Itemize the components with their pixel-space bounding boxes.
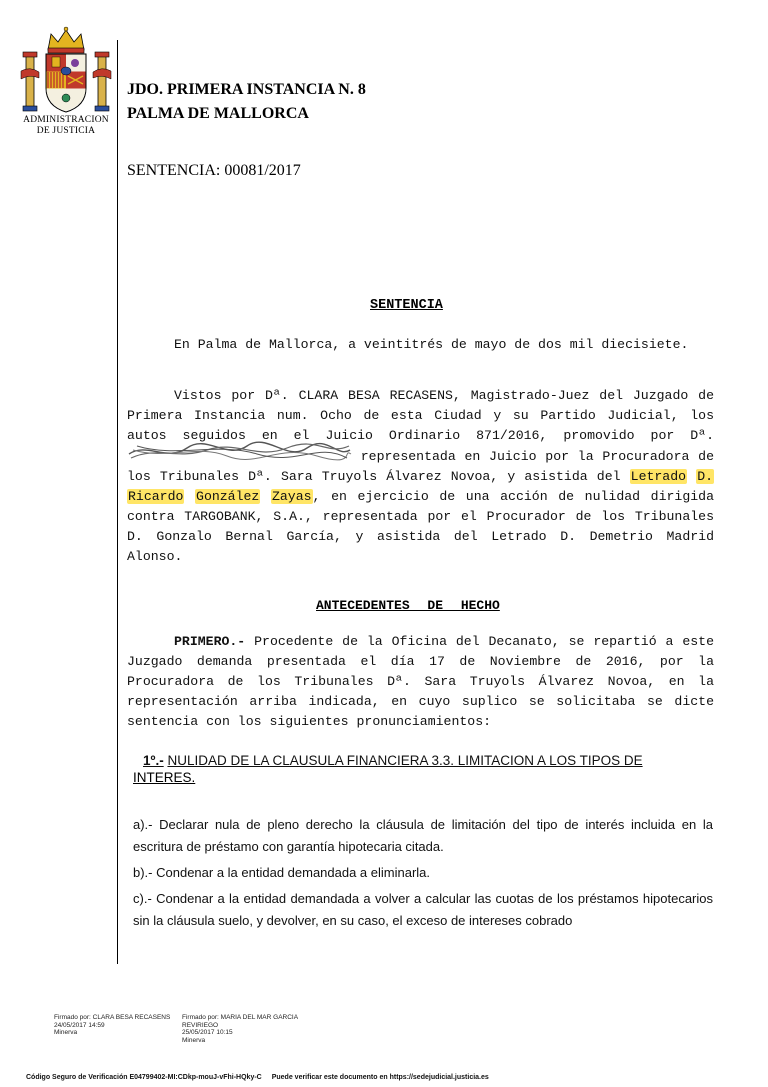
item-c: c).- Condenar a la entidad demandada a volver a calcular las cuotas de los préstamos hipotecarios sin la cláusula suelo, y devolver, en su caso, el exceso de intereses cobrado — [133, 891, 713, 928]
highlighted-ricardo: Ricardo — [128, 489, 184, 504]
signature-block-1 — [54, 1014, 170, 1037]
crest-caption-line1: ADMINISTRACION — [23, 115, 109, 125]
vistos-text-2: representada en Juicio por la Procuradora de los Tribunales Dª. Sara Truyols Álvarez Novoa, y asistida del — [127, 449, 714, 484]
vistos-text-3: , en ejercicio de una acción de nulidad dirigida contra TARGOBANK, S.A., representada por el Procurador de los Tribunales D. Gonzalo Bernal García, y asistida del Letrado D. Demetrio Madrid Alonso. — [127, 489, 714, 564]
numbered-item-1 — [143, 752, 703, 770]
sentencia-number: SENTENCIA: 00081/2017 — [127, 162, 301, 179]
numbered-item-text-line2: INTERES. — [133, 770, 196, 785]
item-a: a).- Declarar nula de pleno derecho la cláusula de limitación del tipo de interés incluida en la escritura de préstamo con garantía hipotecaria citada. — [133, 817, 713, 854]
vistos-paragraph — [127, 386, 714, 567]
item-b: b).- Condenar a la entidad demandada a eliminarla. — [133, 865, 431, 880]
crest-caption-line2: DE JUSTICIA — [36, 126, 96, 136]
vistos-text-1: Vistos por Dª. CLARA BESA RECASENS, Magistrado-Juez del Juzgado de Primera Instancia num. Ocho de esta Ciudad y su Partido Judicial, los autos seguidos en el Juicio Ordinario 871/2016, promovido por Dª. — [127, 388, 714, 443]
highlighted-gonzalez: González — [196, 489, 260, 504]
signature-2-date: 25/05/2017 10:15 — [182, 1029, 233, 1036]
signature-2-signer-cont: REVIRIEGO — [182, 1021, 219, 1029]
numbered-item-label: 1º.- — [143, 753, 164, 768]
signature-block-2 — [182, 1014, 298, 1044]
verification-code: Código Seguro de Verificación E04799402-MI:CDkp-mouJ-vFhi-HQky-C — [26, 1074, 262, 1081]
court-name: JDO. PRIMERA INSTANCIA N. 8 — [127, 81, 366, 98]
verification-url-text: Puede verificar este documento en https://sedejudicial.justicia.es — [271, 1074, 489, 1081]
highlighted-letrado: Letrado — [630, 469, 687, 484]
highlighted-zayas: Zayas — [271, 489, 312, 504]
court-city: PALMA DE MALLORCA — [127, 105, 309, 122]
margin-divider — [117, 40, 118, 964]
signature-2-system: Minerva — [182, 1036, 206, 1044]
signature-1-date: 24/05/2017 14:59 — [54, 1021, 105, 1029]
place-date-text: En Palma de Mallorca, a veintitrés de mayo de dos mil diecisiete. — [174, 337, 689, 352]
coat-of-arms-logo — [18, 26, 114, 116]
crest-caption — [8, 115, 124, 137]
place-date-paragraph — [127, 335, 714, 355]
document-title: SENTENCIA — [370, 298, 443, 313]
antecedentes-heading: ANTECEDENTES DE HECHO — [316, 598, 500, 613]
verification-footer — [26, 1074, 489, 1081]
signature-1-signer: Firmado por: CLARA BESA RECASENS — [54, 1014, 171, 1021]
primero-text: Procedente de la Oficina del Decanato, se repartió a este Juzgado demanda presentada el día 17 de Noviembre de 2016, por la Procuradora de los Tribunales Dª. Sara Truyols Álvarez Novoa, en la representación arriba indicada, en cuyo suplico se solicitaba se dicte sentencia con los siguientes pronunciamientos: — [127, 634, 714, 729]
numbered-item-text: NULIDAD DE LA CLAUSULA FINANCIERA 3.3. LIMITACION A LOS TIPOS DE — [167, 753, 643, 768]
highlighted-d: D. — [697, 469, 714, 484]
primero-paragraph — [127, 632, 714, 732]
redacted-name-scribble — [127, 446, 352, 460]
signature-1-system: Minerva — [54, 1029, 78, 1036]
signature-2-signer: Firmado por: MARIA DEL MAR GARCIA — [182, 1014, 299, 1021]
primero-label: PRIMERO.- — [174, 634, 246, 649]
